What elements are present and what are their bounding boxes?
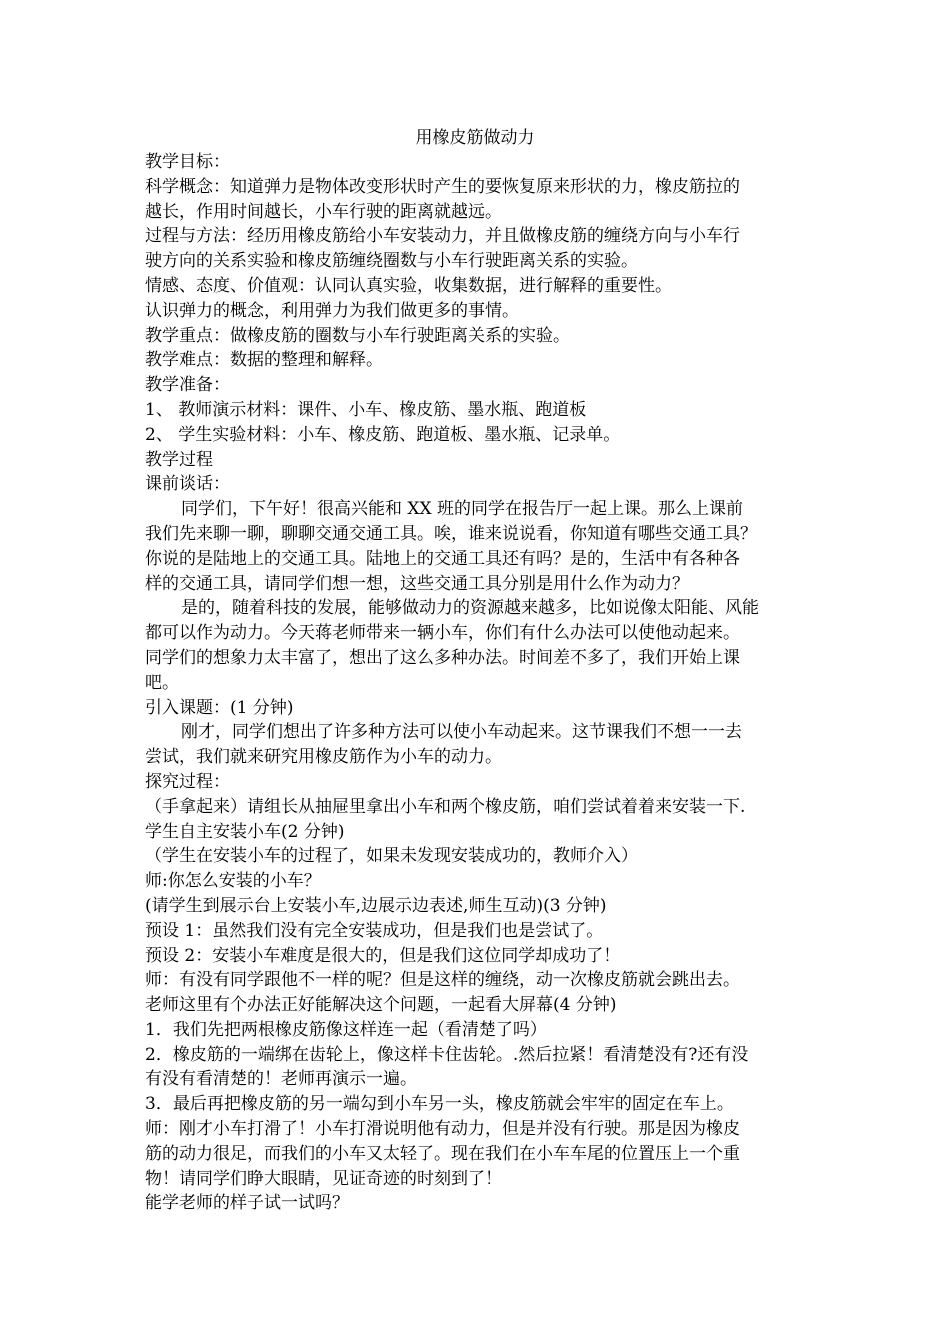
text-line: 样的交通工具，请同学们想一想，这些交通工具分别是用什么作为动力？ [145,573,689,594]
text-line: 都可以作为动力。今天蒋老师带来一辆小车，你们有什么办法可以使他动起来。 [145,623,740,644]
text-line: 同学们，下午好！很高兴能和 XX 班的同学在报告厅一起上课。那么上课前 [181,499,744,520]
text-line: 是的，随着科技的发展，能够做动力的资源越来越多，比如说像太阳能、风能 [181,598,759,619]
text-line: （手拿起来）请组长从抽屉里拿出小车和两个橡皮筋，咱们尝试着着来安装一下. [145,796,746,817]
text-line: 吧。 [145,672,179,693]
section-heading: 教学过程 [145,449,213,470]
section-heading: 课前谈话： [145,474,230,495]
text-line: 有没有看清楚的！老师再演示一遍。 [145,1069,417,1090]
text-line: （学生在安装小车的过程了，如果未发现安装成功的，教师介入） [145,846,638,867]
list-item: 2．橡皮筋的一端绑在齿轮上，像这样卡住齿轮。.然后拉紧！看清楚没有?还有没 [145,1044,749,1065]
text-line: 师：有没有同学跟他不一样的呢？但是这样的缠绕，动一次橡皮筋就会跳出去。 [145,970,740,991]
text-line: 师：刚才小车打滑了！小车打滑说明他有动力，但是并没有行驶。那是因为橡皮 [145,1119,740,1140]
text-line: 尝试，我们就来研究用橡皮筋作为小车的动力。 [145,747,502,768]
text-line: 过程与方法：经历用橡皮筋给小车安装动力，并且做橡皮筋的缠绕方向与小车行 [145,226,740,247]
text-line: 教学重点：做橡皮筋的圈数与小车行驶距离关系的实验。 [145,325,570,346]
text-line: 越长，作用时间越长，小车行驶的距离就越远。 [145,201,502,222]
list-item: 1、 教师演示材料：课件、小车、橡皮筋、墨水瓶、跑道板 [145,399,587,420]
document-title: 用橡皮筋做动力 [415,128,535,148]
list-item: 2、 学生实验材料：小车、橡皮筋、跑道板、墨水瓶、记录单。 [145,424,621,445]
list-item: 3．最后再把橡皮筋的另一端勾到小车另一头，橡皮筋就会牢牢的固定在车上。 [145,1094,734,1115]
text-line: 我们先来聊一聊，聊聊交通交通工具。唉，谁来说说看，你知道有哪些交通工具？ [145,523,757,544]
text-line: 能学老师的样子试一试吗？ [145,1193,349,1214]
text-line: 驶方向的关系实验和橡皮筋缠绕圈数与小车行驶距离关系的实验。 [145,251,638,272]
text-line: 师:你怎么安装的小车？ [145,871,321,892]
section-heading: 引入课题：(1 分钟) [145,697,294,718]
text-line: 认识弹力的概念，利用弹力为我们做更多的事情。 [145,300,519,321]
text-line: 老师这里有个办法正好能解决这个问题，一起看大屏幕(4 分钟) [145,995,617,1016]
list-item: 1．我们先把两根橡皮筋像这样连一起（看清楚了吗） [145,1019,547,1040]
text-line: 你说的是陆地上的交通工具。陆地上的交通工具还有吗？是的，生活中有各种各 [145,548,740,569]
text-line: 教学难点：数据的整理和解释。 [145,350,383,371]
text-line: (请学生到展示台上安装小车,边展示边表述,师生互动)(3 分钟) [145,895,607,916]
text-line: 同学们的想象力太丰富了，想出了这么多种办法。时间差不多了，我们开始上课 [145,647,740,668]
text-line: 科学概念：知道弹力是物体改变形状时产生的要恢复原来形状的力，橡皮筋拉的 [145,176,740,197]
text-line: 刚才，同学们想出了许多种方法可以使小车动起来。这节课我们不想一一去 [181,722,742,743]
text-line: 教学准备： [145,375,230,396]
text-line: 物！请同学们睁大眼睛，见证奇迹的时刻到了！ [145,1168,502,1189]
text-line: 学生自主安装小车(2 分钟) [145,821,345,842]
text-line: 预设 2：安装小车难度是很大的，但是我们这位同学却成功了！ [145,945,621,966]
text-line: 预设 1：虽然我们没有完全安装成功，但是我们也是尝试了。 [145,920,604,941]
section-heading: 探究过程： [145,771,230,792]
text-line: 教学目标： [145,152,230,172]
document-body [145,150,815,1216]
text-line: 筋的动力很足，而我们的小车又太轻了。现在我们在小车车尾的位置压上一个重 [145,1143,740,1164]
text-line: 情感、态度、价值观：认同认真实验，收集数据，进行解释的重要性。 [145,275,672,296]
